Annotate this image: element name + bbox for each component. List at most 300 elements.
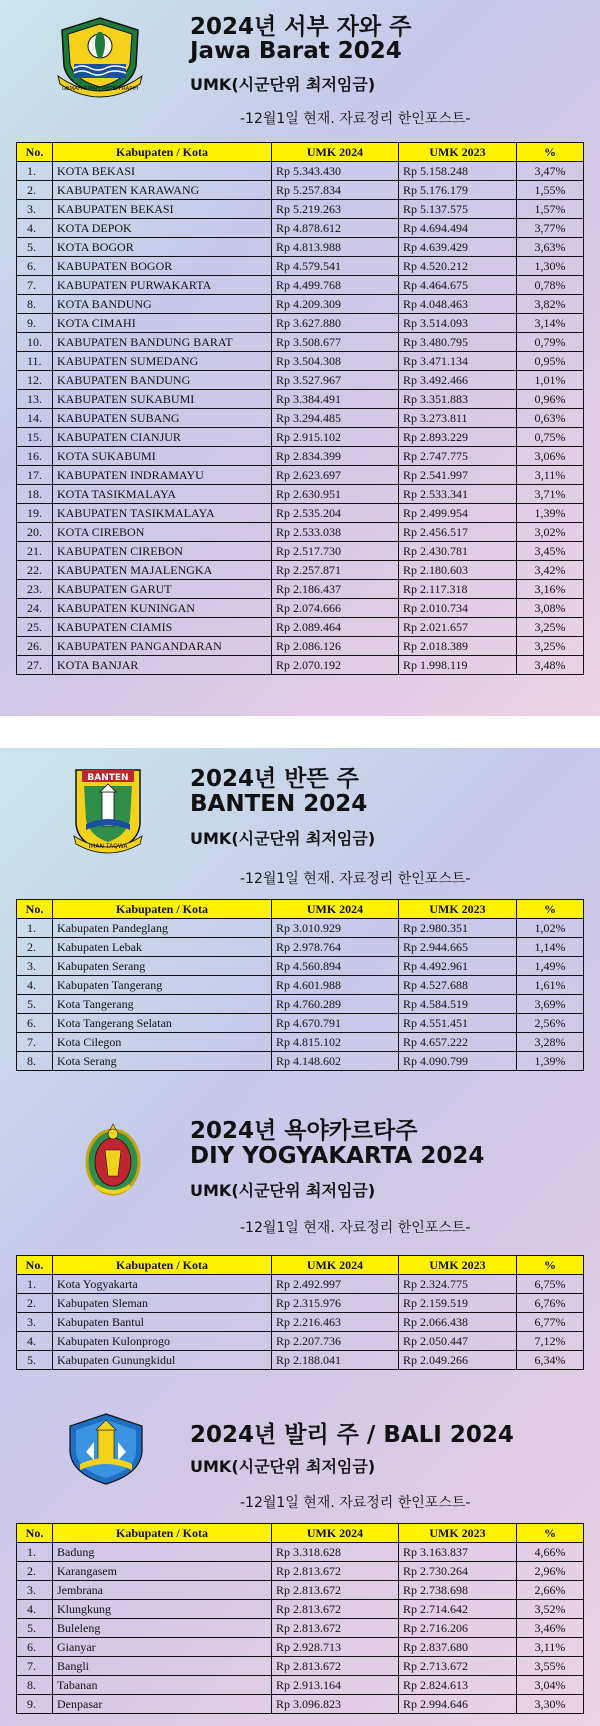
banten-title-line1: 2024년 반뜬 주 [190,766,359,792]
banten-source-note: -12월1일 현재. 자료정리 한인포스트- [240,871,471,887]
umk-2024-cell: Rp 5.257.834 [272,181,399,200]
table-row [17,976,584,995]
table-row [17,523,584,542]
umk-2024-cell: Rp 2.492.997 [272,1275,399,1294]
row-number-cell: 3. [17,200,53,219]
increase-percent-cell: 1,55% [517,181,584,200]
increase-percent-cell: 3,28% [517,1033,584,1052]
region-name-cell: KOTA TASIKMALAYA [53,485,272,504]
table-header-row [17,1524,584,1543]
row-number-cell: 23. [17,580,53,599]
umk-2024-cell: Rp 5.219.263 [272,200,399,219]
region-name-cell: Kabupaten Serang [53,957,272,976]
umk-2023-cell: Rp 4.520.212 [399,257,517,276]
region-name-cell: Kota Yogyakarta [53,1275,272,1294]
umk-2023-cell: Rp 4.048.463 [399,295,517,314]
row-number-cell: 21. [17,542,53,561]
table-row [17,352,584,371]
header-region: Kabupaten / Kota [53,1524,272,1543]
banten-emblem [70,766,146,856]
region-name-cell: Kota Cilegon [53,1033,272,1052]
umk-2023-cell: Rp 5.176.179 [399,181,517,200]
umk-2023-cell: Rp 2.021.657 [399,618,517,637]
page-title-line1: 2024년 서부 자와 주 [190,14,412,40]
row-number-cell: 20. [17,523,53,542]
increase-percent-cell: 0,95% [517,352,584,371]
row-number-cell: 2. [17,1562,53,1581]
row-number-cell: 19. [17,504,53,523]
region-name-cell: Kabupaten Kulonprogo [53,1332,272,1351]
umk-2024-cell: Rp 2.207.736 [272,1332,399,1351]
table-row [17,957,584,976]
umk-2023-cell: Rp 3.471.134 [399,352,517,371]
umk-2024-cell: Rp 2.074.666 [272,599,399,618]
table-row [17,1676,584,1695]
table-row [17,238,584,257]
region-name-cell: KABUPATEN SUMEDANG [53,352,272,371]
increase-percent-cell: 1,49% [517,957,584,976]
table-row [17,1657,584,1676]
row-number-cell: 6. [17,257,53,276]
region-name-cell: Karangasem [53,1562,272,1581]
region-name-cell: KABUPATEN BANDUNG [53,371,272,390]
row-number-cell: 4. [17,1600,53,1619]
header-umk-2024: UMK 2024 [272,900,399,919]
increase-percent-cell: 3,11% [517,1638,584,1657]
header-percent: % [517,1524,584,1543]
umk-2023-cell: Rp 2.456.517 [399,523,517,542]
umk-2024-cell: Rp 3.527.967 [272,371,399,390]
region-name-cell: KABUPATEN KARAWANG [53,181,272,200]
umk-2024-cell: Rp 4.209.309 [272,295,399,314]
region-name-cell: Gianyar [53,1638,272,1657]
region-name-cell: KABUPATEN BANDUNG BARAT [53,333,272,352]
umk-2024-cell: Rp 2.315.976 [272,1294,399,1313]
banten-subtitle: UMK(시군단위 최저임금) [190,829,376,848]
increase-percent-cell: 6,76% [517,1294,584,1313]
table-row [17,938,584,957]
umk-2024-cell: Rp 2.517.730 [272,542,399,561]
table-row [17,162,584,181]
increase-percent-cell: 6,75% [517,1275,584,1294]
region-name-cell: Tabanan [53,1676,272,1695]
umk-2024-cell: Rp 2.533.038 [272,523,399,542]
umk-2024-cell: Rp 2.257.871 [272,561,399,580]
umk-2024-cell: Rp 4.760.289 [272,995,399,1014]
umk-2024-cell: Rp 4.148.602 [272,1052,399,1071]
yogyakarta-title-line2: DIY YOGYAKARTA 2024 [190,1143,485,1169]
table-row [17,618,584,637]
increase-percent-cell: 4,66% [517,1543,584,1562]
increase-percent-cell: 1,39% [517,504,584,523]
region-name-cell: KABUPATEN INDRAMAYU [53,466,272,485]
umk-2023-cell: Rp 2.430.781 [399,542,517,561]
umk-2023-cell: Rp 2.716.206 [399,1619,517,1638]
region-name-cell: Kabupaten Sleman [53,1294,272,1313]
table-row [17,919,584,938]
umk-2023-cell: Rp 2.713.672 [399,1657,517,1676]
increase-percent-cell: 3,45% [517,542,584,561]
header-percent: % [517,143,584,162]
umk-2023-cell: Rp 3.492.466 [399,371,517,390]
table-row [17,637,584,656]
header-percent: % [517,1256,584,1275]
table-row [17,466,584,485]
header-no: No. [17,900,53,919]
increase-percent-cell: 1,02% [517,919,584,938]
region-name-cell: KABUPATEN TASIKMALAYA [53,504,272,523]
header-no: No. [17,1524,53,1543]
row-number-cell: 1. [17,1275,53,1294]
increase-percent-cell: 3,02% [517,523,584,542]
increase-percent-cell: 0,75% [517,428,584,447]
row-number-cell: 16. [17,447,53,466]
region-name-cell: KOTA CIREBON [53,523,272,542]
row-number-cell: 10. [17,333,53,352]
header-umk-2023: UMK 2023 [399,900,517,919]
increase-percent-cell: 3,25% [517,618,584,637]
umk-2024-cell: Rp 4.601.988 [272,976,399,995]
increase-percent-cell: 6,77% [517,1313,584,1332]
umk-2024-cell: Rp 3.010.929 [272,919,399,938]
header-percent: % [517,900,584,919]
row-number-cell: 25. [17,618,53,637]
umk-2024-cell: Rp 2.928.713 [272,1638,399,1657]
increase-percent-cell: 1,39% [517,1052,584,1071]
region-name-cell: Denpasar [53,1695,272,1714]
umk-2024-cell: Rp 4.499.768 [272,276,399,295]
umk-2023-cell: Rp 4.657.222 [399,1033,517,1052]
row-number-cell: 18. [17,485,53,504]
bali-emblem [66,1412,146,1486]
header-umk-2024: UMK 2024 [272,143,399,162]
umk-2023-cell: Rp 4.090.799 [399,1052,517,1071]
table-row [17,276,584,295]
row-number-cell: 8. [17,1676,53,1695]
table-row [17,257,584,276]
table-row [17,1313,584,1332]
increase-percent-cell: 3,63% [517,238,584,257]
table-row [17,1562,584,1581]
table-row [17,1619,584,1638]
table-row [17,656,584,675]
umk-2023-cell: Rp 4.551.451 [399,1014,517,1033]
umk-2023-cell: Rp 4.639.429 [399,238,517,257]
umk-table-yogyakarta [16,1255,584,1370]
umk-2023-cell: Rp 3.273.811 [399,409,517,428]
increase-percent-cell: 3,04% [517,1676,584,1695]
header-region: Kabupaten / Kota [53,1256,272,1275]
row-number-cell: 5. [17,995,53,1014]
umk-2023-cell: Rp 3.480.795 [399,333,517,352]
panel-other-provinces [0,748,600,1726]
row-number-cell: 5. [17,238,53,257]
svg-text:GEMAH RIPAH REPEH RAPIH: GEMAH RIPAH REPEH RAPIH [61,86,139,92]
increase-percent-cell: 3,42% [517,561,584,580]
region-name-cell: KOTA CIMAHI [53,314,272,333]
increase-percent-cell: 1,57% [517,200,584,219]
table-header-row [17,143,584,162]
region-name-cell: Buleleng [53,1619,272,1638]
umk-table-jawa-barat [16,142,584,675]
svg-text:BANTEN: BANTEN [87,773,129,783]
page-title-line2: Jawa Barat 2024 [190,38,402,64]
table-row [17,1600,584,1619]
umk-2024-cell: Rp 3.384.491 [272,390,399,409]
increase-percent-cell: 3,46% [517,1619,584,1638]
header-region: Kabupaten / Kota [53,143,272,162]
increase-percent-cell: 3,08% [517,599,584,618]
region-name-cell: KABUPATEN MAJALENGKA [53,561,272,580]
increase-percent-cell: 2,66% [517,1581,584,1600]
table-row [17,1351,584,1370]
table-row [17,542,584,561]
umk-2023-cell: Rp 4.492.961 [399,957,517,976]
umk-2024-cell: Rp 4.813.988 [272,238,399,257]
table-row [17,1638,584,1657]
table-row [17,295,584,314]
table-row [17,333,584,352]
umk-2024-cell: Rp 3.504.308 [272,352,399,371]
increase-percent-cell: 3,06% [517,447,584,466]
table-header-row [17,1256,584,1275]
region-name-cell: Kabupaten Bantul [53,1313,272,1332]
table-row [17,1294,584,1313]
region-name-cell: Kabupaten Pandeglang [53,919,272,938]
umk-2024-cell: Rp 2.813.672 [272,1657,399,1676]
umk-2024-cell: Rp 3.318.628 [272,1543,399,1562]
increase-percent-cell: 3,55% [517,1657,584,1676]
umk-2023-cell: Rp 2.714.642 [399,1600,517,1619]
region-name-cell: Kabupaten Lebak [53,938,272,957]
table-row [17,200,584,219]
banten-title-line2: BANTEN 2024 [190,791,368,817]
increase-percent-cell: 3,25% [517,637,584,656]
region-name-cell: KABUPATEN KUNINGAN [53,599,272,618]
umk-2024-cell: Rp 3.627.880 [272,314,399,333]
region-name-cell: KABUPATEN CIREBON [53,542,272,561]
umk-2023-cell: Rp 2.533.341 [399,485,517,504]
umk-2023-cell: Rp 2.066.438 [399,1313,517,1332]
increase-percent-cell: 3,48% [517,656,584,675]
row-number-cell: 7. [17,276,53,295]
header-umk-2023: UMK 2023 [399,1524,517,1543]
row-number-cell: 14. [17,409,53,428]
region-name-cell: KABUPATEN PANGANDARAN [53,637,272,656]
region-name-cell: KOTA BANJAR [53,656,272,675]
umk-2023-cell: Rp 5.137.575 [399,200,517,219]
umk-2024-cell: Rp 2.188.041 [272,1351,399,1370]
header-no: No. [17,1256,53,1275]
row-number-cell: 2. [17,938,53,957]
increase-percent-cell: 1,61% [517,976,584,995]
table-row [17,371,584,390]
header-no: No. [17,143,53,162]
row-number-cell: 1. [17,162,53,181]
umk-2023-cell: Rp 4.694.494 [399,219,517,238]
table-header-row [17,900,584,919]
row-number-cell: 7. [17,1657,53,1676]
umk-2024-cell: Rp 3.294.485 [272,409,399,428]
row-number-cell: 1. [17,919,53,938]
row-number-cell: 2. [17,1294,53,1313]
increase-percent-cell: 0,78% [517,276,584,295]
increase-percent-cell: 2,96% [517,1562,584,1581]
region-name-cell: Kabupaten Gunungkidul [53,1351,272,1370]
header-umk-2024: UMK 2024 [272,1256,399,1275]
row-number-cell: 22. [17,561,53,580]
umk-2023-cell: Rp 2.117.318 [399,580,517,599]
row-number-cell: 13. [17,390,53,409]
page-subtitle: UMK(시군단위 최저임금) [190,75,376,94]
increase-percent-cell: 3,52% [517,1600,584,1619]
table-row [17,1014,584,1033]
row-number-cell: 5. [17,1619,53,1638]
umk-2024-cell: Rp 2.070.192 [272,656,399,675]
increase-percent-cell: 3,47% [517,162,584,181]
svg-text:IMAN TAQWA: IMAN TAQWA [88,843,128,850]
row-number-cell: 8. [17,1052,53,1071]
umk-2023-cell: Rp 4.464.675 [399,276,517,295]
umk-2023-cell: Rp 2.738.698 [399,1581,517,1600]
increase-percent-cell: 7,12% [517,1332,584,1351]
row-number-cell: 9. [17,314,53,333]
umk-2023-cell: Rp 2.499.954 [399,504,517,523]
region-name-cell: KABUPATEN BOGOR [53,257,272,276]
header-region: Kabupaten / Kota [53,900,272,919]
row-number-cell: 3. [17,1313,53,1332]
umk-2023-cell: Rp 3.514.093 [399,314,517,333]
row-number-cell: 1. [17,1543,53,1562]
table-row [17,390,584,409]
table-row [17,1695,584,1714]
header-umk-2024: UMK 2024 [272,1524,399,1543]
bali-subtitle: UMK(시군단위 최저임금) [190,1457,376,1476]
region-name-cell: Kota Tangerang [53,995,272,1014]
table-row [17,561,584,580]
umk-2024-cell: Rp 4.560.894 [272,957,399,976]
region-name-cell: KOTA BOGOR [53,238,272,257]
umk-2024-cell: Rp 2.089.464 [272,618,399,637]
umk-2023-cell: Rp 2.944.665 [399,938,517,957]
region-name-cell: KABUPATEN GARUT [53,580,272,599]
umk-2023-cell: Rp 3.163.837 [399,1543,517,1562]
umk-2024-cell: Rp 2.630.951 [272,485,399,504]
region-name-cell: KABUPATEN CIAMIS [53,618,272,637]
umk-2023-cell: Rp 2.159.519 [399,1294,517,1313]
region-name-cell: KOTA BANDUNG [53,295,272,314]
table-row [17,1275,584,1294]
region-name-cell: Jembrana [53,1581,272,1600]
umk-2023-cell: Rp 2.049.266 [399,1351,517,1370]
umk-2024-cell: Rp 2.623.697 [272,466,399,485]
table-row [17,580,584,599]
bali-title: 2024년 발리 주 / BALI 2024 [190,1422,514,1448]
yogyakarta-emblem [80,1120,146,1200]
row-number-cell: 9. [17,1695,53,1714]
row-number-cell: 12. [17,371,53,390]
umk-2023-cell: Rp 5.158.248 [399,162,517,181]
region-name-cell: Bangli [53,1657,272,1676]
panel-jawa-barat [0,0,600,716]
umk-2023-cell: Rp 2.994.646 [399,1695,517,1714]
table-row [17,1543,584,1562]
umk-2023-cell: Rp 2.324.775 [399,1275,517,1294]
increase-percent-cell: 3,77% [517,219,584,238]
row-number-cell: 24. [17,599,53,618]
increase-percent-cell: 6,34% [517,1351,584,1370]
umk-2024-cell: Rp 2.813.672 [272,1581,399,1600]
umk-2023-cell: Rp 4.584.519 [399,995,517,1014]
table-row [17,1033,584,1052]
region-name-cell: Kabupaten Tangerang [53,976,272,995]
row-number-cell: 7. [17,1033,53,1052]
row-number-cell: 4. [17,219,53,238]
increase-percent-cell: 1,30% [517,257,584,276]
region-name-cell: KOTA BEKASI [53,162,272,181]
region-name-cell: Kota Tangerang Selatan [53,1014,272,1033]
region-name-cell: KOTA SUKABUMI [53,447,272,466]
umk-2023-cell: Rp 2.893.229 [399,428,517,447]
row-number-cell: 27. [17,656,53,675]
table-row [17,485,584,504]
umk-2024-cell: Rp 5.343.430 [272,162,399,181]
table-row [17,1581,584,1600]
umk-2024-cell: Rp 2.086.126 [272,637,399,656]
increase-percent-cell: 1,01% [517,371,584,390]
increase-percent-cell: 3,69% [517,995,584,1014]
row-number-cell: 5. [17,1351,53,1370]
umk-2023-cell: Rp 2.980.351 [399,919,517,938]
table-row [17,995,584,1014]
row-number-cell: 11. [17,352,53,371]
row-number-cell: 17. [17,466,53,485]
region-name-cell: KABUPATEN CIANJUR [53,428,272,447]
umk-2023-cell: Rp 2.747.775 [399,447,517,466]
umk-2024-cell: Rp 2.216.463 [272,1313,399,1332]
region-name-cell: Klungkung [53,1600,272,1619]
row-number-cell: 15. [17,428,53,447]
region-name-cell: KABUPATEN SUBANG [53,409,272,428]
row-number-cell: 3. [17,1581,53,1600]
increase-percent-cell: 3,82% [517,295,584,314]
increase-percent-cell: 0,79% [517,333,584,352]
umk-2024-cell: Rp 2.813.672 [272,1619,399,1638]
umk-2024-cell: Rp 2.535.204 [272,504,399,523]
yogyakarta-title-line1: 2024년 욕야카르타주 [190,1118,418,1144]
region-name-cell: KABUPATEN BEKASI [53,200,272,219]
increase-percent-cell: 3,16% [517,580,584,599]
table-row [17,1332,584,1351]
table-row [17,181,584,200]
umk-2024-cell: Rp 2.813.672 [272,1562,399,1581]
table-row [17,447,584,466]
umk-2024-cell: Rp 4.815.102 [272,1033,399,1052]
bali-source-note: -12월1일 현재. 자료정리 한인포스트- [240,1495,471,1511]
umk-2024-cell: Rp 2.186.437 [272,580,399,599]
increase-percent-cell: 3,71% [517,485,584,504]
umk-2023-cell: Rp 2.010.734 [399,599,517,618]
umk-2024-cell: Rp 2.978.764 [272,938,399,957]
row-number-cell: 3. [17,957,53,976]
umk-2023-cell: Rp 4.527.688 [399,976,517,995]
umk-2023-cell: Rp 2.837.680 [399,1638,517,1657]
yogyakarta-subtitle: UMK(시군단위 최저임금) [190,1181,376,1200]
umk-2023-cell: Rp 2.824.613 [399,1676,517,1695]
row-number-cell: 8. [17,295,53,314]
increase-percent-cell: 1,14% [517,938,584,957]
umk-2024-cell: Rp 3.096.823 [272,1695,399,1714]
